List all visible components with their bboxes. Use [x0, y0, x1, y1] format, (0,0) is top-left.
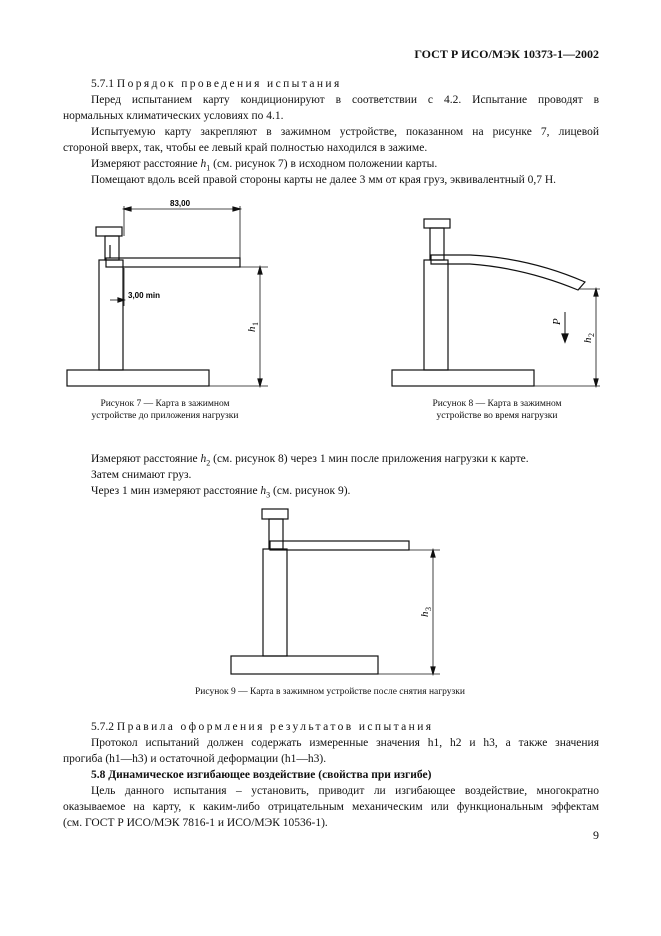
base-plate	[392, 370, 534, 386]
caption-line: устройстве до приложения нагрузки	[91, 411, 239, 421]
caption-line: Рисунок 7 — Карта в зажимном	[100, 399, 230, 409]
arrow	[124, 207, 131, 211]
document-header: ГОСТ Р ИСО/МЭК 10373-1—2002	[414, 47, 599, 61]
svg-text:1: 1	[251, 322, 260, 326]
base-plate	[231, 656, 378, 674]
paragraph-load: Помещают вдоль всей правой стороны карты не далее 3 мм от края груз, эквивалентный 0,7 Н.	[91, 174, 557, 186]
variable-subscript: 1	[206, 163, 211, 173]
clamp-knob	[96, 227, 122, 236]
variable-subscript: 3	[266, 490, 271, 500]
section-5-7-2-title	[91, 719, 599, 735]
paragraph-protocol	[91, 735, 599, 751]
figure-7-caption	[60, 398, 270, 422]
svg-text:3: 3	[424, 607, 433, 611]
text-fragment: (см. рисунок 9).	[273, 485, 351, 497]
text-fragment: (см. рисунок 7) в исходном положении карты.	[213, 158, 438, 170]
paragraph-line: оказываемое на карту, к каким-либо отрицательным механическим или функциональным эффектам	[63, 801, 599, 813]
paragraph-purpose	[91, 783, 599, 799]
section-5-8-title: 5.8 Динамическое изгибающее воздействие (свойства при изгибе)	[91, 769, 432, 781]
test-card	[106, 258, 240, 267]
stand-column	[263, 549, 287, 656]
text-fragment: Измеряют расстояние	[91, 158, 198, 170]
paragraph-measure-h3	[91, 483, 599, 503]
variable-h: h	[260, 485, 267, 497]
svg-text:h: h	[246, 326, 258, 332]
paragraph-line: Перед испытанием карту кондиционируют в соответствии с 4.2. Испытание проводят в	[91, 94, 599, 106]
clamp-knob	[424, 219, 450, 228]
variable-h: h	[200, 453, 207, 465]
paragraph-line: нормальных климатических условиях по 4.1.	[63, 110, 284, 122]
dim-3-min: 3,00 min	[128, 291, 161, 300]
text-fragment: Через 1 мин измеряют расстояние	[91, 485, 258, 497]
section-number: 5.7.1	[91, 78, 114, 90]
paragraph-line: прогиба (h1—h3) и остаточной деформации (h1—h3).	[63, 753, 327, 765]
paragraph-line	[63, 799, 599, 815]
arrow	[594, 379, 598, 386]
section-title: Порядок проведения испытания	[116, 78, 342, 90]
text-fragment: (см. рисунок 8) через 1 мин после приложения нагрузки к карте.	[213, 453, 529, 465]
force-arrowhead	[562, 334, 568, 342]
clamp-knob	[262, 509, 288, 519]
figure-9-caption: Рисунок 9 — Карта в зажимном устройстве после снятия нагрузки	[195, 687, 465, 697]
arrow	[431, 667, 435, 674]
paragraph-line: (см. ГОСТ Р ИСО/МЭК 7816-1 и ИСО/МЭК 10536-1).	[63, 817, 328, 829]
base-plate	[67, 370, 209, 386]
svg-text:2: 2	[587, 333, 596, 337]
variable-subscript: 2	[206, 458, 211, 468]
test-card	[270, 541, 409, 550]
svg-text:h: h	[419, 611, 431, 617]
paragraph-line: Протокол испытаний должен содержать измеренные значения h1, h2 и h3, а также значения	[91, 737, 599, 749]
figure-8-caption	[392, 398, 602, 422]
paragraph-line: стороной вверх, так, чтобы ее левый край полностью находился в зажиме.	[63, 142, 428, 154]
h3-label	[419, 607, 433, 617]
arrow	[594, 289, 598, 296]
paragraph-line: Цель данного испытания – установить, приводит ли изгибающее воздействие, многократно	[91, 785, 599, 797]
paragraph-remove-load: Затем снимают груз.	[91, 469, 192, 481]
stand-column	[99, 260, 123, 370]
svg-text:P: P	[551, 318, 563, 325]
text-fragment: Измеряют расстояние	[91, 453, 198, 465]
dim-83: 83,00	[170, 199, 191, 208]
arrow	[258, 379, 262, 386]
page-number: 9	[593, 828, 599, 842]
clamp-screw	[269, 519, 283, 549]
variable-h: h	[200, 158, 207, 170]
figure-9-drawing	[231, 509, 440, 674]
caption-line: устройстве во время нагрузки	[436, 411, 558, 421]
arrow	[431, 550, 435, 557]
arrow	[233, 207, 240, 211]
clamp-screw	[105, 236, 119, 260]
h2-label	[582, 333, 596, 343]
figure-8-drawing	[392, 219, 600, 386]
paragraph-line: Испытуемую карту закрепляют в зажимном устройстве, показанном на рисунке 7, лицевой	[91, 126, 599, 138]
arrow	[258, 267, 262, 274]
svg-text:h: h	[582, 337, 594, 343]
stand-column	[424, 260, 448, 370]
section-title: Правила оформления результатов испытания	[116, 721, 434, 733]
h1-label	[246, 322, 260, 332]
figure-7-drawing	[67, 206, 268, 386]
section-number: 5.7.2	[91, 721, 114, 733]
force-p-label	[551, 318, 563, 326]
caption-line: Рисунок 8 — Карта в зажимном	[432, 399, 562, 409]
bent-card	[431, 255, 585, 290]
